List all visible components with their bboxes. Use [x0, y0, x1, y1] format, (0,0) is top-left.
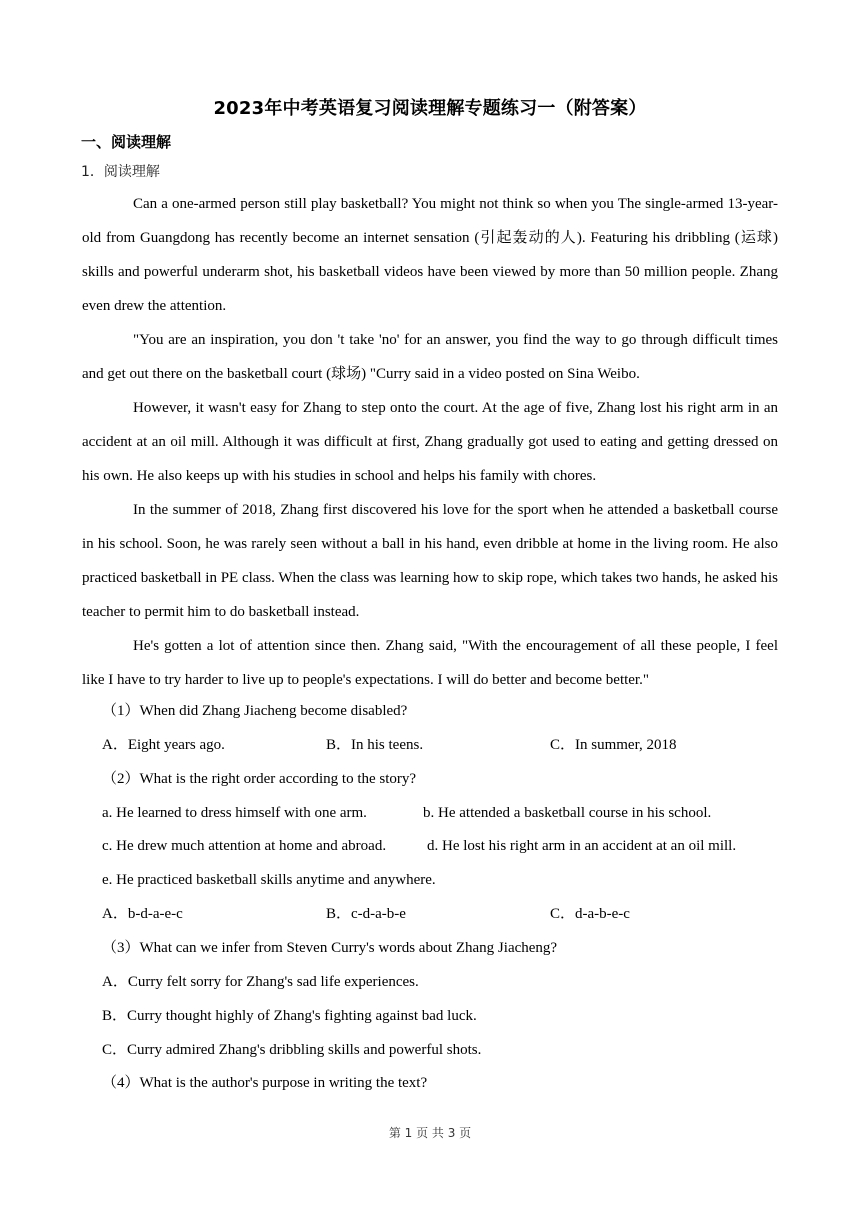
option-c: C．d-a-b-e-c — [550, 906, 630, 922]
question-stem: （3）What can we infer from Steven Curry's words about Zhang Jiacheng? — [102, 940, 558, 956]
option-a: A．b-d-a-e-c — [102, 906, 183, 922]
passage-paragraph: However, it wasn't easy for Zhang to step onto the court. At the age of five, Zhang lost his right arm in an accident at an oil mill. Although it was difficult at first, Zhang gradually got used to eating and getting dressed on his own. He also keeps up with his studies in school and helps his family with chores. — [82, 400, 778, 484]
passage-paragraph: He's gotten a lot of attention since then. Zhang said, "With the encouragement of all these people, I feel like I have to try harder to live up to people's expectations. I will do better and become better." — [82, 638, 778, 688]
event-item: e. He practiced basketball skills anytime and anywhere. — [102, 872, 436, 888]
reading-passage — [82, 187, 778, 697]
passage-paragraph: Can a one-armed person still play basketball? You might not think so when you The single-armed 13-year-old from Guangdong has recently become an internet sensation (引起轰动的人). Featuring his dribbling (运球) skills and powerful underarm shot, his basketball videos have been viewed by more than 50 million people. Zhang even drew the attention. — [82, 196, 778, 314]
option-a: A．Eight years ago. — [102, 737, 225, 753]
option-a: A．Curry felt sorry for Zhang's sad life experiences. — [102, 974, 419, 990]
event-item: c. He drew much attention at home and abroad. — [102, 838, 387, 854]
question-stem: （2）What is the right order according to the story? — [102, 771, 417, 787]
document-title: 2023年中考英语复习阅读理解专题练习一（附答案） — [213, 98, 647, 119]
question-label: 1．阅读理解 — [81, 164, 160, 180]
page-footer: 第 1 页 共 3 页 — [388, 1126, 472, 1140]
question-stem: （4）What is the author's purpose in writing the text? — [102, 1075, 428, 1091]
option-b: B．Curry thought highly of Zhang's fighting against bad luck. — [102, 1008, 477, 1024]
option-c: C．Curry admired Zhang's dribbling skills and powerful shots. — [102, 1042, 482, 1058]
event-item: d. He lost his right arm in an accident at an oil mill. — [427, 838, 737, 854]
option-b: B．In his teens. — [326, 737, 424, 753]
passage-paragraph: In the summer of 2018, Zhang first discovered his love for the sport when he attended a basketball course in his school. Soon, he was rarely seen without a ball in his hand, even dribble at home in the living room. He also practiced basketball in PE class. When the class was learning how to skip rope, which takes two hands, he asked his teacher to permit him to do basketball instead. — [82, 502, 778, 620]
question-stem: （1）When did Zhang Jiacheng become disabled? — [102, 703, 408, 719]
section-heading: 一、阅读理解 — [81, 133, 172, 151]
passage-paragraph: "You are an inspiration, you don 't take 'no' for an answer, you find the way to go through difficult times and get out there on the basketball court (球场) "Curry said in a video posted on Sina Weibo. — [82, 332, 778, 382]
event-item: b. He attended a basketball course in his school. — [423, 805, 712, 821]
event-item: a. He learned to dress himself with one arm. — [102, 805, 367, 821]
option-c: C．In summer, 2018 — [550, 737, 677, 753]
option-b: B．c-d-a-b-e — [326, 906, 406, 922]
